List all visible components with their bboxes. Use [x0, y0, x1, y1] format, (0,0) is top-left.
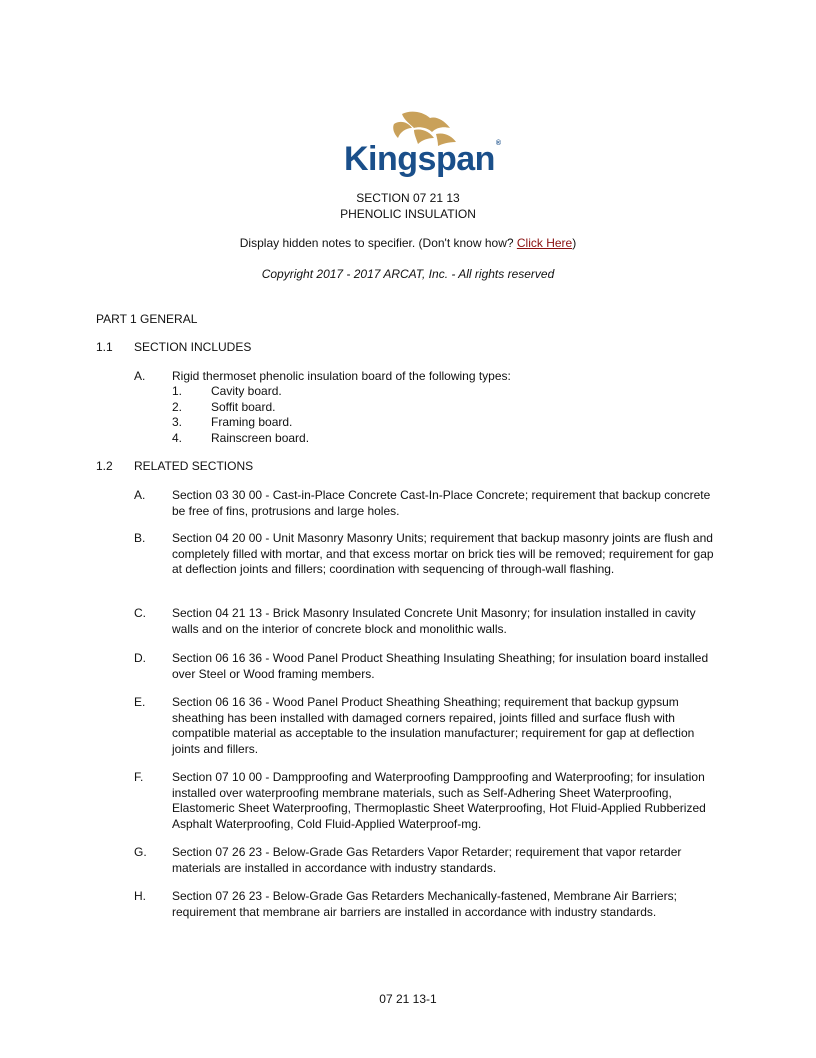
paragraph-text: Section 03 30 00 - Cast-in-Place Concrete Cast-In-Place Concrete; requirement that backup concrete be free of fins, protrusions and large holes. — [172, 488, 711, 518]
page-number: 07 21 13-1 — [379, 992, 437, 1006]
paragraph-letter: A. — [134, 369, 146, 383]
article-title-1-1: SECTION INCLUDES — [134, 340, 252, 354]
paragraph-letter: F. — [134, 770, 144, 784]
article-number-1-1: 1.1 — [96, 340, 113, 354]
paragraph-letter: G. — [134, 845, 147, 859]
paragraph-letter: H. — [134, 889, 146, 903]
paragraph-letter: A. — [134, 488, 146, 502]
list-item-number: 1. — [172, 384, 183, 398]
hidden-notes-line — [0, 236, 816, 250]
paragraph-text: Section 04 21 13 - Brick Masonry Insulated Concrete Unit Masonry; for insulation installed in cavity walls and on the interior of concrete block and monolithic walls. — [172, 606, 696, 636]
list-item-number: 2. — [172, 400, 183, 414]
registered-mark: ® — [495, 140, 501, 147]
list-item-text: Framing board. — [211, 415, 293, 429]
click-here-link[interactable]: Click Here — [516, 236, 573, 250]
list-item-text: Cavity board. — [211, 384, 282, 398]
wordmark-text: Kingspan — [344, 140, 495, 178]
hidden-notes-text: Display hidden notes to specifier. (Don't know how? — [239, 236, 517, 250]
hidden-notes-close: ) — [572, 236, 577, 250]
paragraph-letter: E. — [134, 695, 146, 709]
paragraph-text: Section 07 26 23 - Below-Grade Gas Retarders Mechanically-fastened, Membrane Air Barriers; requirement that membrane air barriers are installed in accordance with industry standards. — [172, 889, 677, 919]
paragraph-text: Section 04 20 00 - Unit Masonry Masonry Units; requirement that backup masonry joints are flush and completely filled with mortar, and that excess mortar on brick ties will be removed; requirement for gap at deflection joints and fillers; coordination with sequencing of through-wall flashing. — [172, 531, 714, 577]
part-heading: PART 1 GENERAL — [96, 312, 198, 326]
kingspan-wordmark — [344, 140, 501, 179]
paragraph-text: Section 06 16 36 - Wood Panel Product Sheathing Insulating Sheathing; for insulation board installed over Steel or Wood framing members. — [172, 651, 709, 681]
section-title: PHENOLIC INSULATION — [340, 207, 476, 221]
paragraph-text: Section 06 16 36 - Wood Panel Product Sheathing Sheathing; requirement that backup gypsum sheathing has been installed with damaged corners repaired, joints filled and surface flush with compatible material as acceptable to the insulation manufacturer; requirement for gap at deflection joints and fillers. — [172, 695, 695, 756]
section-number: SECTION 07 21 13 — [356, 191, 460, 205]
paragraph-text: Section 07 26 23 - Below-Grade Gas Retarders Vapor Retarder; requirement that vapor retarder materials are installed in accordance with industry standards. — [172, 845, 682, 875]
paragraph-text: Section 07 10 00 - Dampproofing and Waterproofing Dampproofing and Waterproofing; for insulation installed over waterproofing membrane materials, such as Self-Adhering Sheet Waterproofing, Elastomeric Sheet Waterproofing, Thermoplastic Sheet Waterproofing, Hot Fluid-Applied Rubberized Asphalt Waterproofing, Cold Fluid-Applied Waterproof-mg. — [172, 770, 706, 831]
paragraph-letter: B. — [134, 531, 146, 545]
article-number-1-2: 1.2 — [96, 459, 113, 473]
copyright: Copyright 2017 - 2017 ARCAT, Inc. - All rights reserved — [261, 267, 555, 281]
paragraph-letter: C. — [134, 606, 146, 620]
list-item-text: Soffit board. — [211, 400, 276, 414]
article-title-1-2: RELATED SECTIONS — [134, 459, 254, 473]
list-item-number: 4. — [172, 431, 183, 445]
paragraph-letter: D. — [134, 651, 146, 665]
paragraph-text: Rigid thermoset phenolic insulation board of the following types: — [172, 369, 511, 383]
list-item-text: Rainscreen board. — [211, 431, 310, 445]
list-item-number: 3. — [172, 415, 183, 429]
